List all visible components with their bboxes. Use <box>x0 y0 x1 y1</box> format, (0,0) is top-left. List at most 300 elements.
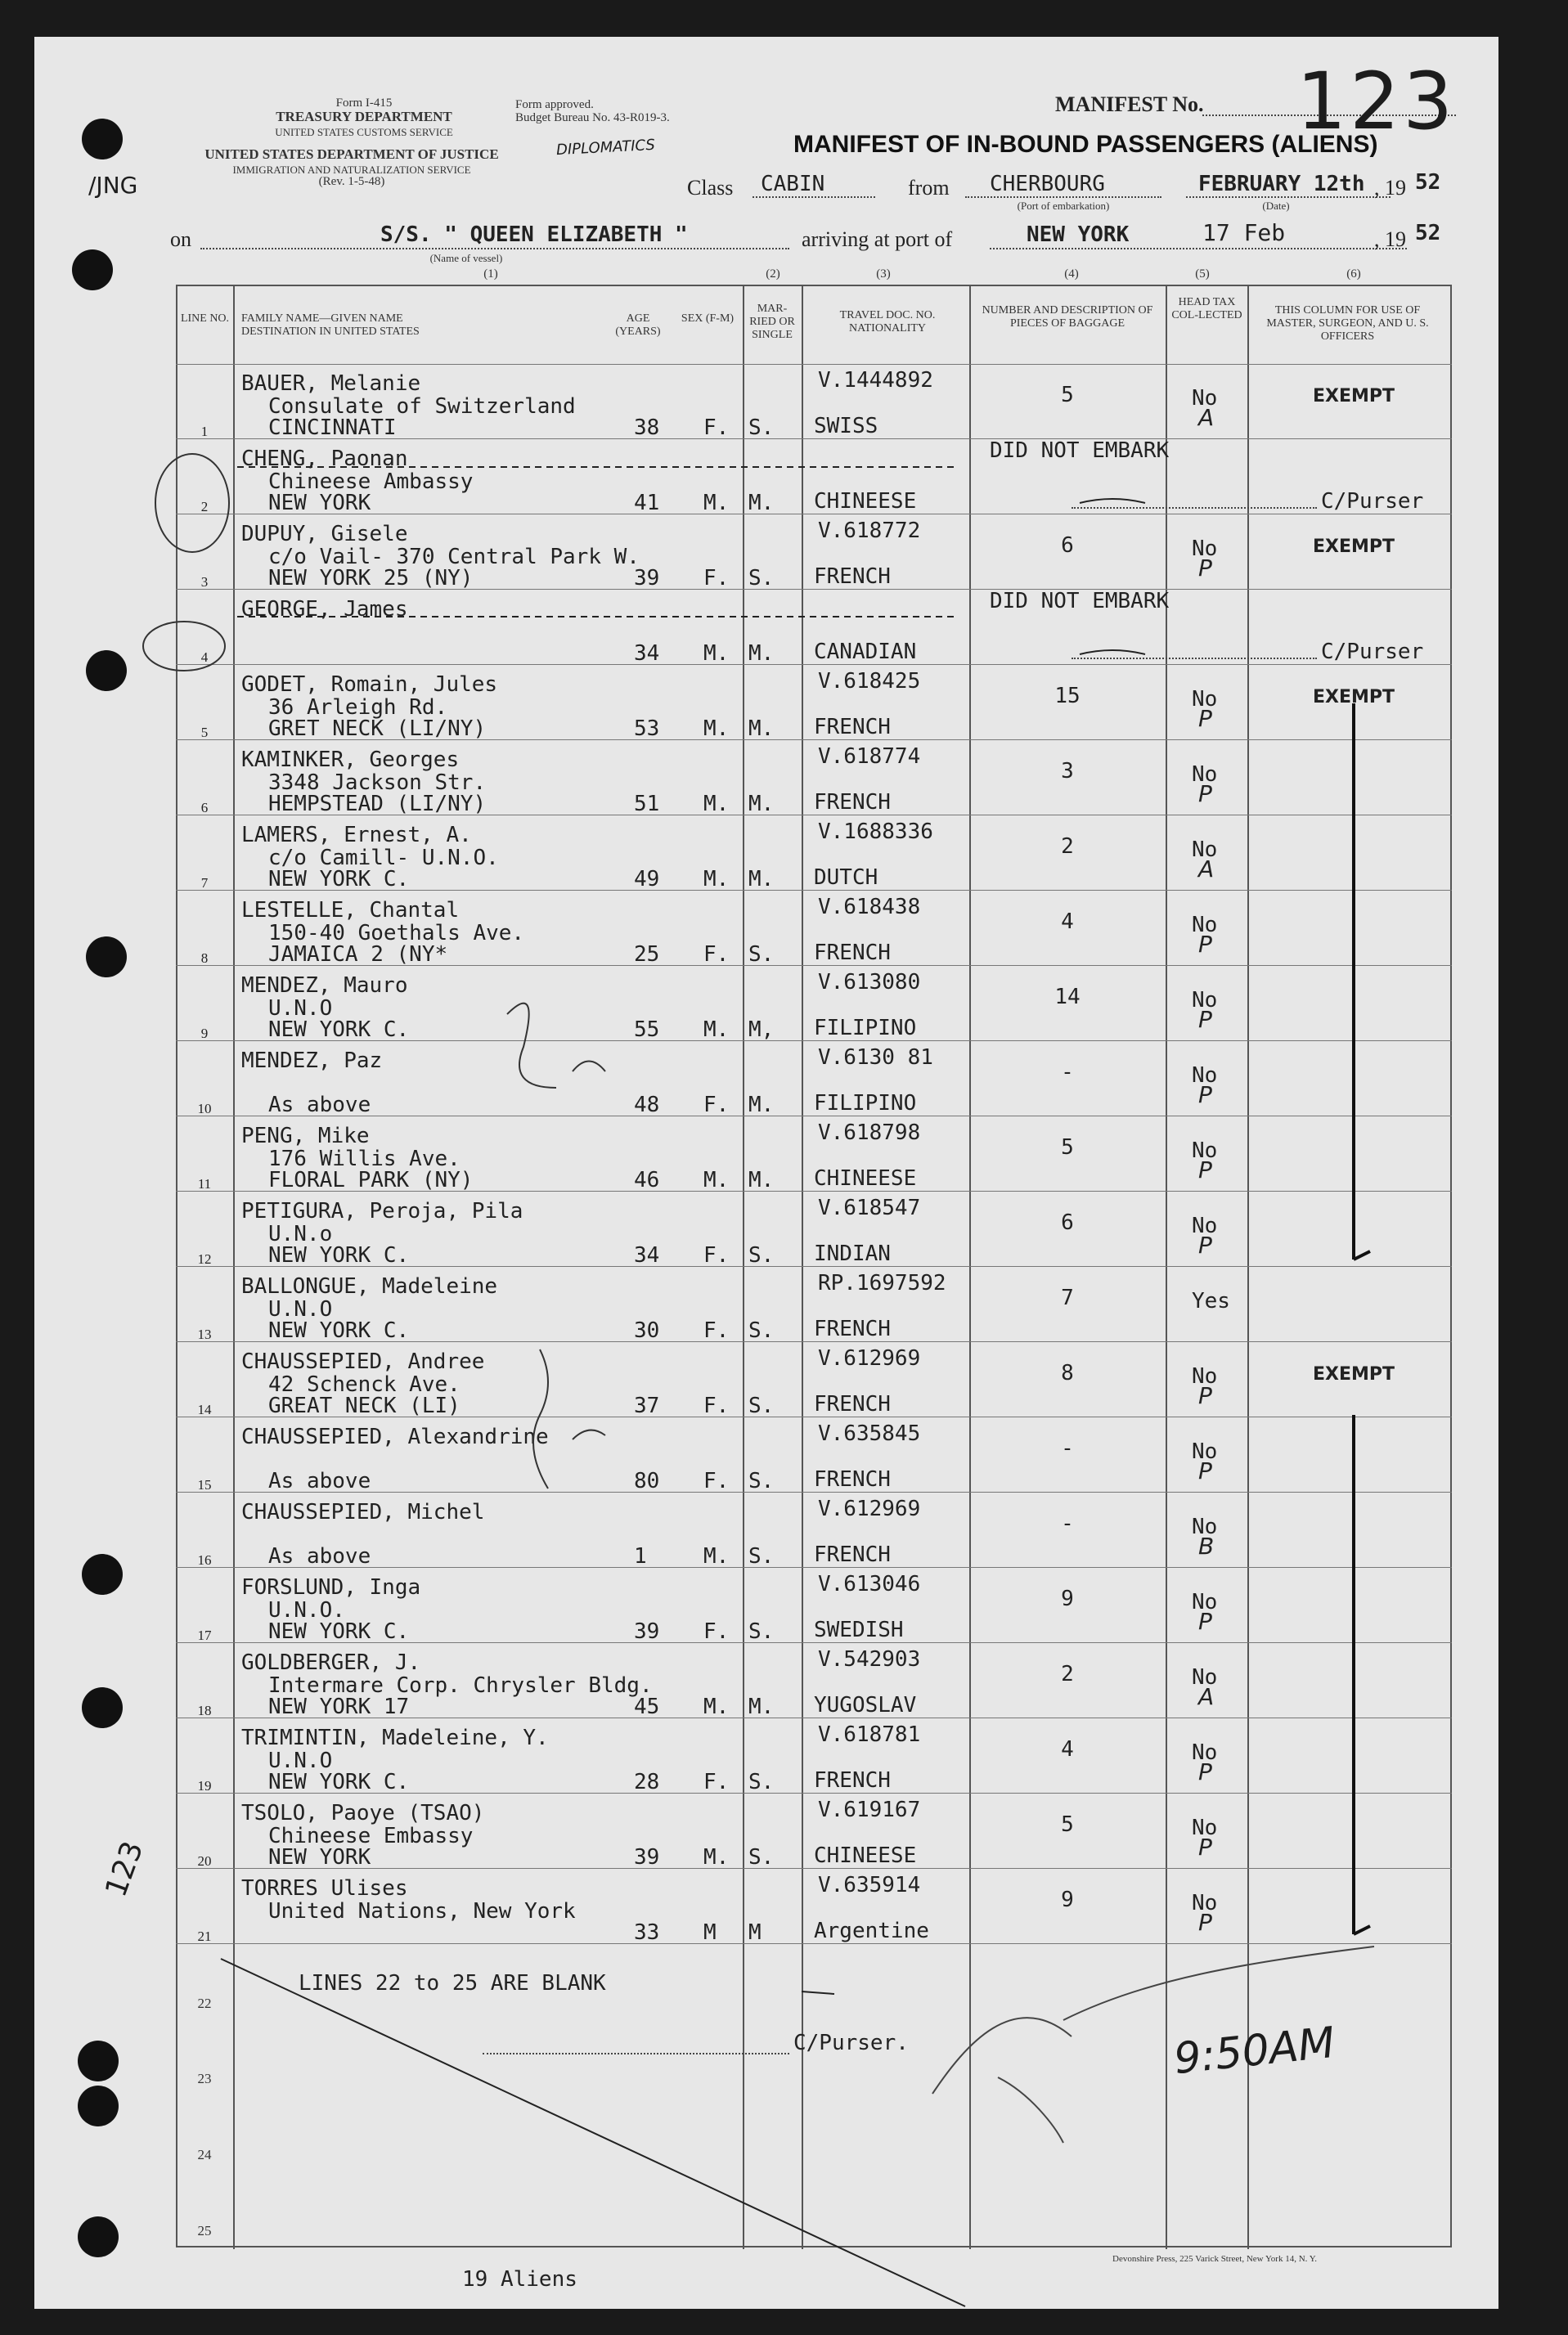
baggage-count: 9 <box>1061 1888 1074 1912</box>
line-number: 12 <box>197 1251 212 1267</box>
travel-doc-number: V.542903 <box>818 1647 921 1672</box>
marital-status: S. <box>748 1544 775 1569</box>
head-tax: No <box>1192 1138 1218 1163</box>
destination-line-2: NEW YORK <box>268 1845 371 1870</box>
tax-mark: P <box>1198 1608 1212 1635</box>
age: 30 <box>634 1318 660 1343</box>
destination-line-1: United Nations, New York <box>268 1899 576 1924</box>
age: 25 <box>634 942 660 967</box>
destination-line-2: As above <box>268 1469 371 1493</box>
nationality: FRENCH <box>814 1542 891 1567</box>
age: 55 <box>634 1017 660 1042</box>
line-number: 10 <box>197 1101 212 1116</box>
travel-doc-number: RP.1697592 <box>818 1271 946 1295</box>
travel-doc-number: V.618425 <box>818 669 921 694</box>
line-number: 17 <box>197 1628 212 1643</box>
class-value: CABIN <box>761 172 825 196</box>
tax-mark: P <box>1198 780 1212 807</box>
destination-line-2: NEW YORK C. <box>268 1243 410 1268</box>
class-label: Class <box>687 176 734 200</box>
nationality: FRENCH <box>814 715 891 739</box>
margin-number: 123 <box>99 1837 151 1902</box>
line-number: 20 <box>197 1853 212 1869</box>
passenger-name: CHAUSSEPIED, Michel <box>241 1500 485 1524</box>
nationality: FRENCH <box>814 941 891 965</box>
justice-dept: UNITED STATES DEPARTMENT OF JUSTICE <box>204 146 499 162</box>
line-number-25: 25 <box>197 2223 212 2238</box>
travel-doc-number: V.612969 <box>818 1346 921 1371</box>
travel-doc-number: V.1444892 <box>818 368 933 393</box>
destination-line-2: NEW YORK 25 (NY) <box>268 566 474 590</box>
nationality: FRENCH <box>814 1392 891 1417</box>
destination-line-1: 176 Willis Ave. <box>268 1147 461 1171</box>
destination-line-1: U.N.o <box>268 1222 333 1246</box>
nationality: CANADIAN <box>814 640 917 664</box>
destination-line-1: Chineese Embassy <box>268 1824 474 1848</box>
col-header-line: LINE NO. <box>180 312 230 325</box>
head-tax: No <box>1192 1439 1218 1464</box>
arrival-port: NEW YORK <box>1027 222 1130 247</box>
baggage-count: - <box>1061 1511 1074 1536</box>
nationality: FRENCH <box>814 564 891 589</box>
head-tax: No <box>1192 1364 1218 1389</box>
passenger-name: LAMERS, Ernest, A. <box>241 823 472 847</box>
passenger-name: TORRES Ulises <box>241 1876 408 1901</box>
line-number: 8 <box>200 950 209 966</box>
travel-doc-number: V.613080 <box>818 970 921 995</box>
purser-note: C/Purser <box>1321 640 1424 664</box>
inspector-time: 9:50AM <box>1171 2018 1337 2085</box>
baggage-count: 2 <box>1061 834 1074 859</box>
sex: M. <box>703 1017 730 1042</box>
colnum-5: (5) <box>1195 267 1210 281</box>
marital-status: M. <box>748 1168 775 1192</box>
marital-status: M. <box>748 716 775 741</box>
destination-line-1: c/o Vail- 370 Central Park W. <box>268 545 640 569</box>
passenger-name: CHAUSSEPIED, Alexandrine <box>241 1425 549 1449</box>
marital-status: M, <box>748 1017 775 1042</box>
marital-status: S. <box>748 1394 775 1418</box>
col-header-travel: TRAVEL DOC. NO. NATIONALITY <box>839 309 936 335</box>
passenger-name: KAMINKER, Georges <box>241 748 460 772</box>
head-tax: No <box>1192 1740 1218 1765</box>
baggage-count: 5 <box>1061 1135 1074 1160</box>
nationality: YUGOSLAV <box>814 1693 917 1718</box>
marital-status: M <box>748 1920 762 1945</box>
head-tax: Yes <box>1192 1289 1230 1313</box>
head-tax: No <box>1192 1214 1218 1238</box>
destination-line-2: JAMAICA 2 (NY* <box>268 942 448 967</box>
marital-status: S. <box>748 1318 775 1343</box>
head-tax: No <box>1192 1590 1218 1614</box>
sex: M. <box>703 1845 730 1870</box>
age: 39 <box>634 1619 660 1644</box>
passenger-name: BAUER, Melanie <box>241 371 421 396</box>
travel-doc-number: V.635845 <box>818 1421 921 1446</box>
blank-lines-note: LINES 22 to 25 ARE BLANK <box>299 1971 606 1996</box>
age: 34 <box>634 641 660 666</box>
sex: M. <box>703 1544 730 1569</box>
sex: F. <box>703 566 730 590</box>
destination-line-2: NEW YORK C. <box>268 1017 410 1042</box>
tax-mark: A <box>1198 1683 1215 1710</box>
marital-status: S. <box>748 415 775 440</box>
travel-doc-number: V.612969 <box>818 1497 921 1521</box>
line-number: 19 <box>197 1778 212 1794</box>
line-number: 18 <box>197 1703 212 1718</box>
destination-line-1: U.N.O <box>268 1749 333 1773</box>
head-tax: No <box>1192 1816 1218 1840</box>
destination-line-2: NEW YORK C. <box>268 1619 410 1644</box>
travel-doc-number: V.618774 <box>818 744 921 769</box>
nationality: INDIAN <box>814 1242 891 1266</box>
age: 49 <box>634 867 660 891</box>
col-header-married: MAR-RIED OR SINGLE <box>749 303 795 341</box>
nationality: FRENCH <box>814 1317 891 1341</box>
destination-line-1: c/o Camill- U.N.O. <box>268 846 499 870</box>
travel-doc-number: V.613046 <box>818 1572 921 1596</box>
head-tax: No <box>1192 762 1218 787</box>
age: 53 <box>634 716 660 741</box>
baggage-count: 9 <box>1061 1587 1074 1611</box>
age: 39 <box>634 566 660 590</box>
year-prefix: , 19 <box>1374 176 1406 200</box>
baggage-count: 5 <box>1061 1812 1074 1837</box>
baggage-count: 4 <box>1061 909 1074 934</box>
destination-line-2: As above <box>268 1093 371 1117</box>
col-header-name: FAMILY NAME—GIVEN NAME DESTINATION IN UNITED STATES <box>241 312 420 338</box>
baggage-count: 4 <box>1061 1737 1074 1762</box>
treasury-dept: TREASURY DEPARTMENT <box>276 109 452 124</box>
tax-mark: P <box>1198 1382 1212 1409</box>
marital-status: S. <box>748 942 775 967</box>
age: 46 <box>634 1168 660 1192</box>
nationality: FRENCH <box>814 1467 891 1492</box>
destination-line-2: NEW YORK <box>268 491 371 515</box>
line-number: 9 <box>200 1026 209 1041</box>
marital-status: M. <box>748 867 775 891</box>
sex: F. <box>703 415 730 440</box>
nationality: CHINEESE <box>814 1843 917 1868</box>
colnum-1: (1) <box>483 267 498 281</box>
passenger-name: TRIMINTIN, Madeleine, Y. <box>241 1726 549 1750</box>
sex: M <box>703 1920 717 1945</box>
head-tax: No <box>1192 913 1218 937</box>
manifest-number-label: MANIFEST No. <box>1055 92 1204 116</box>
baggage-count: - <box>1061 1436 1074 1461</box>
arriving-label: arriving at port of <box>802 227 953 251</box>
line-number: 3 <box>200 574 209 590</box>
tax-mark: P <box>1198 1457 1212 1484</box>
line-number: 21 <box>197 1929 212 1944</box>
col-header-headtax: HEAD TAX COL-LECTED <box>1171 296 1242 321</box>
sex: F. <box>703 1394 730 1418</box>
age: 28 <box>634 1770 660 1794</box>
destination-line-2: NEW YORK C. <box>268 1770 410 1794</box>
colnum-2: (2) <box>766 267 780 281</box>
budget-bureau: Budget Bureau No. 43-R019-3. <box>515 111 670 124</box>
tax-mark: P <box>1198 1758 1212 1785</box>
age: 51 <box>634 792 660 816</box>
immigration-service: IMMIGRATION AND NATURALIZATION SERVICE <box>232 164 471 176</box>
sex: F. <box>703 1093 730 1117</box>
document-title: MANIFEST OF IN-BOUND PASSENGERS (ALIENS) <box>793 131 1378 158</box>
on-label: on <box>170 227 191 251</box>
form-number: Form I-415 <box>335 97 393 110</box>
col-header-officers: THIS COLUMN FOR USE OF MASTER, SURGEON, AND U. S. OFFICERS <box>1266 304 1429 343</box>
passenger-name: PETIGURA, Peroja, Pila <box>241 1199 523 1224</box>
age: 33 <box>634 1920 660 1945</box>
passenger-name: FORSLUND, Inga <box>241 1575 421 1600</box>
line-number: 14 <box>197 1402 212 1417</box>
date-caption: (Date) <box>1262 200 1290 212</box>
passenger-name: GOLDBERGER, J. <box>241 1650 421 1675</box>
nationality: FRENCH <box>814 1768 891 1793</box>
tax-mark: A <box>1198 404 1215 431</box>
destination-line-2: CINCINNATI <box>268 415 397 440</box>
tax-mark: P <box>1198 1909 1212 1936</box>
passenger-name: CHENG, Paonan <box>241 447 408 471</box>
age: 38 <box>634 415 660 440</box>
year-suffix: 52 <box>1415 170 1441 195</box>
sex: F. <box>703 1770 730 1794</box>
destination-line-2: NEW YORK C. <box>268 1318 410 1343</box>
destination-line-1: Chineese Ambassy <box>268 469 474 494</box>
arrival-date: 17 Feb <box>1202 219 1286 246</box>
head-tax: No <box>1192 386 1218 411</box>
marital-status: S. <box>748 1469 775 1493</box>
line-number: 16 <box>197 1552 212 1568</box>
tax-mark: P <box>1198 705 1212 732</box>
destination-line-1: U.N.O <box>268 996 333 1021</box>
head-tax: No <box>1192 687 1218 712</box>
nationality: DUTCH <box>814 865 878 890</box>
col-header-baggage: NUMBER AND DESCRIPTION OF PIECES OF BAGGAGE <box>982 304 1153 330</box>
baggage-count: - <box>1061 1060 1074 1084</box>
baggage-count: 15 <box>1054 684 1081 708</box>
line-number: 7 <box>200 875 209 891</box>
customs-service: UNITED STATES CUSTOMS SERVICE <box>275 126 453 138</box>
passenger-name: TSOLO, Paoye (TSAO) <box>241 1801 485 1825</box>
sex: M. <box>703 792 730 816</box>
marital-status: S. <box>748 1845 775 1870</box>
nationality: CHINEESE <box>814 1166 917 1191</box>
head-tax: No <box>1192 837 1218 862</box>
col-header-sex: SEX (F-M) <box>681 312 735 325</box>
sex: F. <box>703 942 730 967</box>
destination-line-1: 42 Schenck Ave. <box>268 1372 461 1397</box>
baggage-count: 3 <box>1061 759 1074 784</box>
tax-mark: P <box>1198 1232 1212 1259</box>
sex: M. <box>703 1168 730 1192</box>
travel-doc-number: V.6130 81 <box>818 1045 933 1070</box>
destination-line-1: U.N.O. <box>268 1598 345 1623</box>
baggage-count: 8 <box>1061 1361 1074 1385</box>
line-number-24: 24 <box>197 2147 212 2162</box>
nationality: CHINEESE <box>814 489 917 514</box>
tax-mark: P <box>1198 1156 1212 1183</box>
destination-line-1: 150-40 Goethals Ave. <box>268 921 525 945</box>
officer-note: DID NOT EMBARK <box>990 438 1170 463</box>
colnum-6: (6) <box>1346 267 1361 281</box>
baggage-count: 14 <box>1054 985 1081 1009</box>
baggage-count: 6 <box>1061 533 1074 558</box>
nationality: SWISS <box>814 414 878 438</box>
nationality: Argentine <box>814 1919 929 1943</box>
travel-doc-number: V.635914 <box>818 1873 921 1897</box>
passenger-name: GODET, Romain, Jules <box>241 672 498 697</box>
destination-line-1: U.N.O <box>268 1297 333 1322</box>
marital-status: M. <box>748 792 775 816</box>
officer-note: EXEMPT <box>1313 687 1395 707</box>
form-approved: Form approved. <box>515 98 594 111</box>
tax-mark: P <box>1198 1081 1212 1108</box>
line-number: 13 <box>197 1327 212 1342</box>
printer-credit: Devonshire Press, 225 Varick Street, New York 14, N. Y. <box>1112 2254 1318 2264</box>
travel-doc-number: V.618798 <box>818 1120 921 1145</box>
travel-doc-number: V.618781 <box>818 1722 921 1747</box>
marital-status: M. <box>748 1695 775 1719</box>
from-label: from <box>908 176 950 200</box>
line-number-22: 22 <box>197 1996 212 2011</box>
head-tax: No <box>1192 1515 1218 1539</box>
destination-line-2: FLORAL PARK (NY) <box>268 1168 474 1192</box>
destination-line-2: As above <box>268 1544 371 1569</box>
marital-status: M. <box>748 491 775 515</box>
officer-note: EXEMPT <box>1313 537 1395 557</box>
sex: F. <box>703 1318 730 1343</box>
tax-mark: P <box>1198 931 1212 958</box>
destination-line-2: GRET NECK (LI/NY) <box>268 716 487 741</box>
sex: F. <box>703 1619 730 1644</box>
purser-note: C/Purser <box>1321 489 1424 514</box>
marital-status: M. <box>748 641 775 666</box>
manifest-number: 123 <box>1296 56 1457 147</box>
sex: M. <box>703 491 730 515</box>
destination-line-1: 36 Arleigh Rd. <box>268 695 448 720</box>
age: 41 <box>634 491 660 515</box>
officer-note: EXEMPT <box>1313 386 1395 406</box>
age: 39 <box>634 1845 660 1870</box>
embarkation-date: FEBRUARY 12th <box>1198 172 1365 196</box>
head-tax: No <box>1192 1891 1218 1915</box>
vessel-name: S/S. " QUEEN ELIZABETH " <box>380 222 688 247</box>
line-number: 4 <box>200 649 209 665</box>
marital-status: S. <box>748 1770 775 1794</box>
head-tax: No <box>1192 988 1218 1013</box>
line-number: 1 <box>200 424 209 439</box>
travel-doc-number: V.619167 <box>818 1798 921 1822</box>
baggage-count: 2 <box>1061 1662 1074 1686</box>
line-number: 11 <box>197 1176 212 1192</box>
tax-mark: A <box>1198 855 1215 882</box>
travel-doc-number: V.618547 <box>818 1196 921 1220</box>
age: 34 <box>634 1243 660 1268</box>
marital-status: S. <box>748 1243 775 1268</box>
head-tax: No <box>1192 1063 1218 1088</box>
colnum-4: (4) <box>1064 267 1079 281</box>
sex: M. <box>703 1695 730 1719</box>
line-number: 2 <box>200 499 209 514</box>
port-of-embarkation: CHERBOURG <box>990 172 1105 196</box>
sex: F. <box>703 1243 730 1268</box>
officer-note: EXEMPT <box>1313 1364 1395 1385</box>
passenger-name: MENDEZ, Paz <box>241 1049 383 1073</box>
passenger-name: BALLONGUE, Madeleine <box>241 1274 498 1299</box>
jng-annotation: /JNG <box>88 172 138 199</box>
diplomatics-annotation: DIPLOMATICS <box>555 136 656 159</box>
line-number-23: 23 <box>197 2071 212 2086</box>
port-embarkation-caption: (Port of embarkation) <box>1017 200 1110 212</box>
age: 37 <box>634 1394 660 1418</box>
destination-line-1: Consulate of Switzerland <box>268 394 576 419</box>
passenger-name: LESTELLE, Chantal <box>241 898 460 923</box>
travel-doc-number: V.1688336 <box>818 819 933 844</box>
destination-line-2: HEMPSTEAD (LI/NY) <box>268 792 487 816</box>
tax-mark: B <box>1198 1533 1215 1560</box>
passenger-name: MENDEZ, Mauro <box>241 973 408 998</box>
col-header-age: AGE (YEARS) <box>615 312 661 338</box>
line-number: 15 <box>197 1477 212 1493</box>
marital-status: M. <box>748 1093 775 1117</box>
line-number: 6 <box>200 800 209 815</box>
sex: M. <box>703 867 730 891</box>
baggage-count: 6 <box>1061 1210 1074 1235</box>
destination-line-2: NEW YORK C. <box>268 867 410 891</box>
tax-mark: P <box>1198 1834 1212 1861</box>
age: 48 <box>634 1093 660 1117</box>
travel-doc-number: V.618438 <box>818 895 921 919</box>
passenger-name: DUPUY, Gisele <box>241 522 408 546</box>
sex: M. <box>703 716 730 741</box>
destination-line-1: 3348 Jackson Str. <box>268 770 487 795</box>
age: 45 <box>634 1695 660 1719</box>
travel-doc-number: V.618772 <box>818 519 921 543</box>
arrival-year-suffix: 52 <box>1415 221 1441 245</box>
tax-mark: P <box>1198 555 1212 582</box>
destination-line-2: NEW YORK 17 <box>268 1695 410 1719</box>
destination-line-2: GREAT NECK (LI) <box>268 1394 461 1418</box>
age: 80 <box>634 1469 660 1493</box>
marital-status: S. <box>748 566 775 590</box>
head-tax: No <box>1192 537 1218 561</box>
officer-note: DID NOT EMBARK <box>990 589 1170 613</box>
destination-line-1: Intermare Corp. Chrysler Bldg. <box>268 1673 653 1698</box>
passenger-name: GEORGE, James <box>241 597 408 622</box>
age: 1 <box>634 1544 647 1569</box>
alien-total: 19 Aliens <box>462 2267 577 2292</box>
revision: (Rev. 1-5-48) <box>318 175 385 188</box>
tax-mark: P <box>1198 1006 1212 1033</box>
nationality: FILIPINO <box>814 1091 917 1116</box>
arrival-year-prefix: , 19 <box>1374 227 1406 251</box>
nationality: FILIPINO <box>814 1016 917 1040</box>
purser-signature: C/Purser. <box>793 2031 909 2055</box>
vessel-caption: (Name of vessel) <box>429 252 503 264</box>
passenger-name: CHAUSSEPIED, Andree <box>241 1349 485 1374</box>
head-tax: No <box>1192 1665 1218 1690</box>
marital-status: S. <box>748 1619 775 1644</box>
nationality: SWEDISH <box>814 1618 904 1642</box>
line-number: 5 <box>200 725 209 740</box>
sex: M. <box>703 641 730 666</box>
colnum-3: (3) <box>876 267 891 281</box>
sex: F. <box>703 1469 730 1493</box>
nationality: FRENCH <box>814 790 891 815</box>
passenger-name: PENG, Mike <box>241 1124 370 1148</box>
baggage-count: 5 <box>1061 383 1074 407</box>
baggage-count: 7 <box>1061 1286 1074 1310</box>
